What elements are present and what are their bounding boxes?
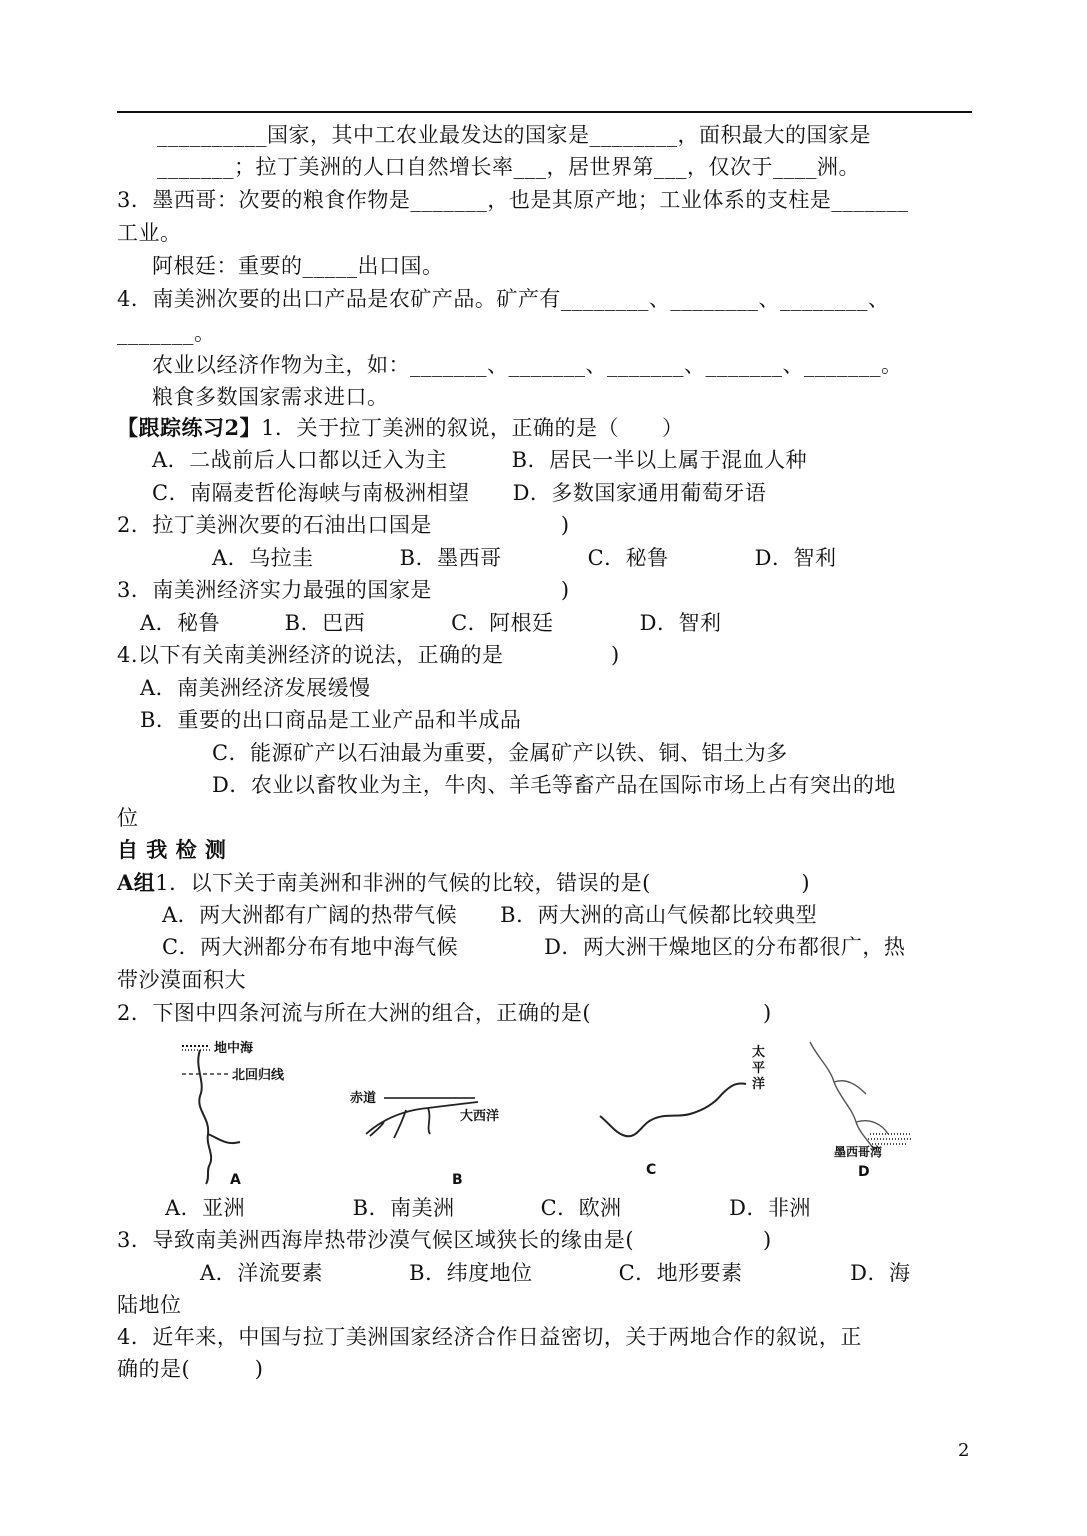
option-line: D．农业以畜牧业为主，牛肉、羊毛等畜产品在国际市场上占有突出的地 (212, 773, 896, 797)
option-line: A．二战前后人口都以迁入为主 B．居民一半以上属于混血人种 (152, 448, 808, 472)
ocean-label: 大西洋 (460, 1109, 500, 1124)
ocean-label-1: 太 (752, 1045, 766, 1060)
text-line: 4．南美洲次要的出口产品是农矿产品。矿产有________、________、________、 (117, 287, 890, 311)
option-line: A．洋流要素 B．纬度地位 C．地形要素 D．海 (200, 1261, 911, 1285)
tropic-label: 北回归线 (232, 1068, 285, 1083)
option-line: C．两大洲都分布有地中海气候 D．两大洲干燥地区的分布都很广，热 (162, 935, 906, 959)
text-line: __________国家，其中工农业最发达的国家是________，面积最大的国家是 (157, 123, 871, 147)
text-line: 农业以经济作物为主，如：_______、_______、_______、_______、_______。 (152, 353, 903, 377)
question-text: 1．以下关于南美洲和非洲的气候的比较，错误的是( ) (155, 871, 811, 895)
text-line: 位 (117, 806, 139, 830)
page-number: 2 (958, 1440, 970, 1461)
option-line: A．秘鲁 B．巴西 C．阿根廷 D．智利 (140, 611, 722, 635)
option-line: B．重要的出口商品是工业产品和半成品 (140, 708, 522, 732)
question-line: 2．拉丁美洲次要的石油出口国是 ) (117, 513, 570, 537)
option-line: A．乌拉圭 B．墨西哥 C．秘鲁 D．智利 (212, 546, 837, 570)
text-line: _______。 (117, 321, 216, 345)
question-line: 4．近年来，中国与拉丁美洲国家经济合作日益密切，关于两地合作的叙说，正 (117, 1325, 862, 1349)
text-line: 粮食多数国家需求进口。 (152, 385, 389, 409)
group-a-question (117, 868, 810, 898)
text-line: 陆地位 (117, 1293, 182, 1317)
question-line: 3．南美洲经济实力最强的国家是 ) (117, 578, 570, 602)
river-panel-a (182, 1040, 285, 1188)
sea-label: 地中海 (214, 1041, 254, 1056)
gulf-label: 墨西哥湾 (834, 1145, 883, 1159)
text-line: 阿根廷：重要的_____出口国。 (152, 254, 444, 278)
ocean-label-3: 洋 (752, 1077, 766, 1092)
ocean-label-2: 平 (752, 1061, 766, 1076)
question-text: 1．关于拉丁美洲的叙说，正确的是（ ） (261, 416, 684, 440)
option-line: A．两大洲都有广阔的热带气候 B．两大洲的高山气候都比较典型 (162, 903, 818, 927)
text-line: 3．墨西哥：次要的粮食作物是_______，也是其原产地；工业体系的支柱是_______ (117, 188, 909, 212)
practice-2-heading (117, 413, 683, 443)
option-line: C．能源矿产以石油最为重要，金属矿产以铁、铜、铝土为多 (212, 741, 788, 765)
panel-letter: C (646, 1162, 657, 1178)
river-line (600, 1083, 746, 1136)
text-line: 工业。 (117, 221, 182, 245)
text-line: _______；拉丁美洲的人口自然增长率___，居世界第___，仅次于____洲。 (157, 155, 860, 179)
header-rule (117, 111, 972, 113)
panel-letter: B (452, 1172, 463, 1188)
panel-letter: D (858, 1164, 870, 1180)
river-panel-b (350, 1090, 499, 1188)
option-line: C．南隔麦哲伦海峡与南极洲相望 D．多数国家通用葡萄牙语 (152, 481, 767, 505)
river-panel-c (600, 1044, 765, 1178)
river-panel-d (810, 1042, 912, 1180)
group-label: A组 (117, 870, 156, 895)
gulf-water (868, 1134, 912, 1144)
section-label: 【跟踪练习2】 (117, 415, 262, 440)
question-line: 3．导致南美洲西海岸热带沙漠气候区域狭长的缘由是( ) (117, 1228, 772, 1252)
text-line: 带沙漠面积大 (117, 968, 246, 992)
panel-letter: A (230, 1172, 241, 1188)
option-line: A．南美洲经济发展缓慢 (140, 676, 371, 700)
question-line: 4.以下有关南美洲经济的说法，正确的是 ) (117, 643, 620, 667)
question-line: 2．下图中四条河流与所在大洲的组合，正确的是( ) (117, 1001, 772, 1025)
equator-label: 赤道 (350, 1091, 377, 1106)
self-test-heading: 自 我 检 测 (117, 837, 227, 862)
river-figure (170, 1038, 930, 1188)
river-diagram (170, 1038, 930, 1188)
text-line: 确的是( ) (117, 1357, 264, 1381)
option-line: A．亚洲 B．南美洲 C．欧洲 D．非洲 (165, 1196, 811, 1220)
